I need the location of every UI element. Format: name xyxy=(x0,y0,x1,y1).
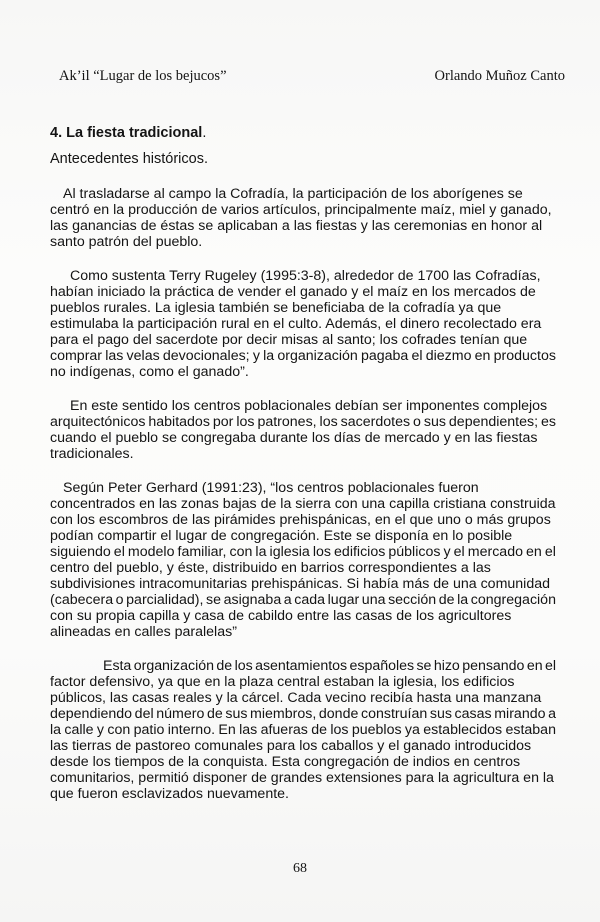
paragraph-line: estimulaba la participación rural en el culto. Además, el dinero recolectado era xyxy=(50,316,542,332)
running-header xyxy=(0,66,600,86)
paragraph-5 xyxy=(50,658,556,802)
paragraph-line: santo patrón del pueblo. xyxy=(50,234,203,250)
paragraph-line: la calle y con patio interno. En las afueras de los pueblos ya establecidos estaban xyxy=(50,722,556,738)
paragraph-line: Al trasladarse al campo la Cofradía, la participación de los aborígenes se xyxy=(63,186,523,202)
paragraph-line: que fueron esclavizados nuevamente. xyxy=(50,786,289,802)
paragraph-line: alineadas en calles paralelas” xyxy=(50,624,237,640)
header-author: Orlando Muñoz Canto xyxy=(434,68,565,84)
paragraph-line: pueblos rurales. La iglesia también se beneficiaba de la cofradía ya que xyxy=(50,300,502,316)
paragraph-line: siguiendo el modelo familiar, con la iglesia los edificios públicos y el mercado en el xyxy=(50,544,556,560)
section-heading-block xyxy=(50,124,556,168)
paragraph-line: podían compartir el lugar de congregación. Este se disponía en lo posible xyxy=(50,528,513,544)
paragraph-line: habían iniciado la práctica de vender el ganado y el maíz en los mercados de xyxy=(50,284,536,300)
paragraph-3 xyxy=(50,398,556,462)
section-heading-text: 4. La fiesta tradicional xyxy=(50,125,203,141)
paragraph-1 xyxy=(50,186,556,250)
paragraph-line: Según Peter Gerhard (1991:23), “los centros poblacionales fueron xyxy=(63,480,479,496)
paragraph-line: arquitectónicos habitados por los patrones, los sacerdotes o sus dependientes; es xyxy=(50,414,557,430)
paragraph-line: centro del pueblo, y éste, distribuido en barrios correspondientes a las xyxy=(50,560,491,576)
paragraph-line: Esta organización de los asentamientos españoles se hizo pensando en el xyxy=(103,658,556,674)
paragraph-line: (cabecera o parcialidad), se asignaba a cada lugar una sección de la congregación xyxy=(50,592,556,608)
header-book-title: Ak’il “Lugar de los bejucos” xyxy=(59,68,227,84)
paragraph-4 xyxy=(50,480,556,640)
paragraph-line: para el pago del sacerdote por decir misas al santo; los cofrades tenían que xyxy=(50,332,528,348)
paragraph-line: las ganancias de éstas se aplicaban a las fiestas y las ceremonias en honor al xyxy=(50,218,543,234)
paragraph-line: En este sentido los centros poblacionales debían ser imponentes complejos xyxy=(70,398,548,414)
paragraph-line: tradicionales. xyxy=(50,446,134,462)
paragraph-line: comunitarios, permitió disponer de grandes extensiones para la agricultura en la xyxy=(50,770,554,786)
paragraph-line: públicos, las casas reales y la cárcel. Cada vecino recibía hasta una manzana xyxy=(50,690,542,706)
paragraph-line: desde los tiempos de la conquista. Esta congregación de indios en centros xyxy=(50,754,521,770)
paragraph-line: las tierras de pastoreo comunales para los caballos y el ganado introducidos xyxy=(50,738,532,754)
paragraph-line: centró en la producción de varios artículos, principalmente maíz, miel y ganado, xyxy=(50,202,552,218)
paragraph-line: con los escombros de las pirámides prehispánicas, en el que uno o más grupos xyxy=(50,512,551,528)
section-heading xyxy=(50,124,556,142)
paragraph-line: subdivisiones intracomunitarias prehispánicas. Si había más de una comunidad xyxy=(50,576,550,592)
paragraph-line: no indígenas, como el ganado”. xyxy=(50,364,249,380)
paragraph-line: factor defensivo, ya que en la plaza central estaban la iglesia, los edificios xyxy=(50,674,515,690)
page-number: 68 xyxy=(293,861,307,876)
paragraph-line: concentrados en las zonas bajas de la sierra con una capilla cristiana construida xyxy=(50,496,556,512)
paragraph-2 xyxy=(50,268,556,380)
section-subheading: Antecedentes históricos. xyxy=(50,151,208,167)
section-heading-dot: . xyxy=(202,125,207,141)
paragraph-line: dependiendo del número de sus miembros, donde construían sus casas mirando a xyxy=(50,706,556,722)
paragraph-line: con su propia capilla y casa de cabildo entre las casas de los agricultores xyxy=(50,608,512,624)
paragraph-line: cuando el pueblo se congregaba durante los días de mercado y en las fiestas xyxy=(50,430,538,446)
paragraph-line: comprar las velas devocionales; y la organización pagaba el diezmo en productos xyxy=(50,348,556,364)
paragraph-line: Como sustenta Terry Rugeley (1995:3-8), alrededor de 1700 las Cofradías, xyxy=(70,268,541,284)
